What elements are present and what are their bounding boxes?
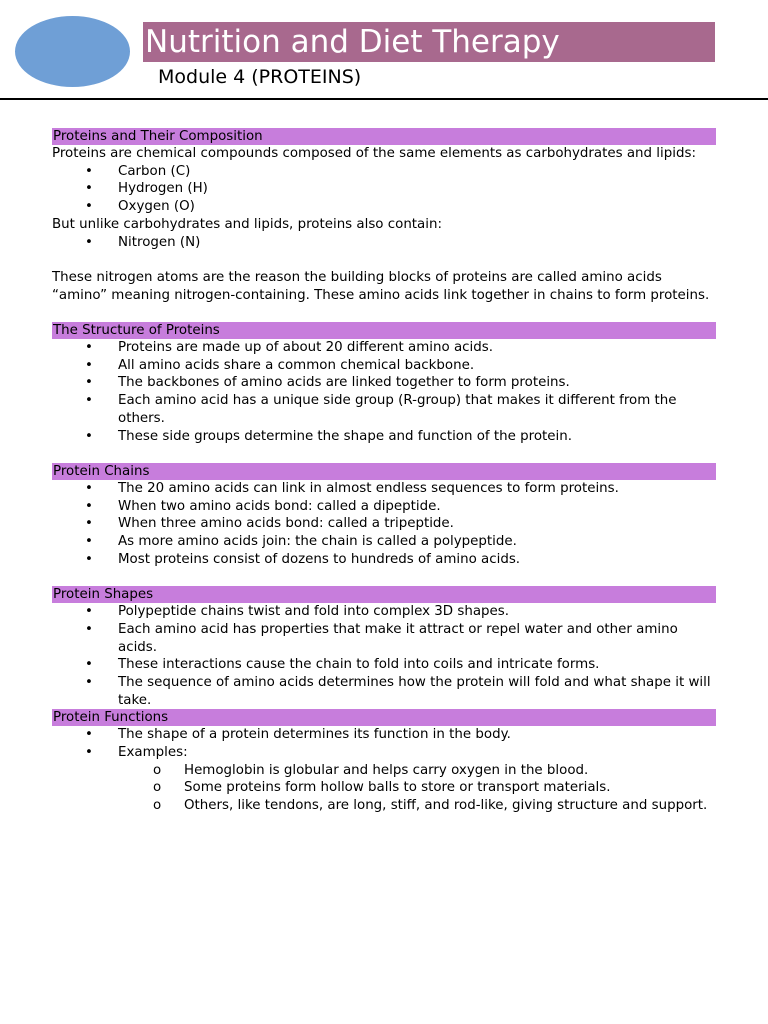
list-item: • Carbon (C): [52, 163, 716, 181]
composition-closing: These nitrogen atoms are the reason the building blocks of proteins are called amino acids “amino” meaning nitrogen-containing. These amino acids link together in chains to form proteins.: [52, 269, 710, 303]
list-item: • Proteins are made up of about 20 different amino acids.: [52, 339, 716, 357]
list-item: • Each amino acid has properties that make it attract or repel water and other amino acids.: [52, 621, 716, 656]
list-item: • The shape of a protein determines its function in the body.: [52, 726, 716, 744]
list-item: • Nitrogen (N): [52, 234, 716, 252]
section-heading-chains: Protein Chains: [52, 463, 716, 480]
list-item: • All amino acids share a common chemical backbone.: [52, 357, 716, 375]
section-heading-composition: Proteins and Their Composition: [52, 128, 716, 145]
list-item: • As more amino acids join: the chain is called a polypeptide.: [52, 533, 716, 551]
list-item: • These side groups determine the shape and function of the protein.: [52, 428, 716, 446]
list-item: o Hemoglobin is globular and helps carry oxygen in the blood.: [52, 762, 716, 780]
functions-list: [52, 726, 716, 761]
list-item: • Polypeptide chains twist and fold into complex 3D shapes.: [52, 603, 716, 621]
list-item: • The sequence of amino acids determines how the protein will fold and what shape it will take.: [52, 674, 716, 709]
composition-intro: Proteins are chemical compounds composed of the same elements as carbohydrates and lipids:: [52, 146, 696, 161]
list-item: • The backbones of amino acids are linked together to form proteins.: [52, 374, 716, 392]
list-item: o Some proteins form hollow balls to store or transport materials.: [52, 779, 716, 797]
section-heading-functions: Protein Functions: [52, 709, 716, 726]
extra-elements-list: [52, 234, 716, 252]
list-item: • These interactions cause the chain to fold into coils and intricate forms.: [52, 656, 716, 674]
list-item: • Oxygen (O): [52, 198, 716, 216]
list-item: • Most proteins consist of dozens to hundreds of amino acids.: [52, 551, 716, 569]
examples-list: [52, 762, 716, 815]
structure-list: [52, 339, 716, 445]
list-item: • Each amino acid has a unique side group (R-group) that makes it different from the others.: [52, 392, 716, 427]
document-title: Nutrition and Diet Therapy: [143, 22, 715, 62]
list-item: • The 20 amino acids can link in almost endless sequences to form proteins.: [52, 480, 716, 498]
elements-list: [52, 163, 716, 216]
list-item: o Others, like tendons, are long, stiff, and rod-like, giving structure and support.: [52, 797, 716, 815]
document-body: [52, 128, 716, 815]
module-subtitle: Module 4 (PROTEINS): [158, 66, 362, 88]
section-heading-shapes: Protein Shapes: [52, 586, 716, 603]
logo-oval: [15, 16, 130, 87]
list-item: • When three amino acids bond: called a tripeptide.: [52, 515, 716, 533]
chains-list: [52, 480, 716, 569]
shapes-list: [52, 603, 716, 709]
list-item: • When two amino acids bond: called a dipeptide.: [52, 498, 716, 516]
header-divider: [0, 98, 768, 100]
list-item: • Examples:: [52, 744, 716, 762]
list-item: • Hydrogen (H): [52, 180, 716, 198]
section-heading-structure: The Structure of Proteins: [52, 322, 716, 339]
composition-contrast: But unlike carbohydrates and lipids, proteins also contain:: [52, 216, 442, 232]
